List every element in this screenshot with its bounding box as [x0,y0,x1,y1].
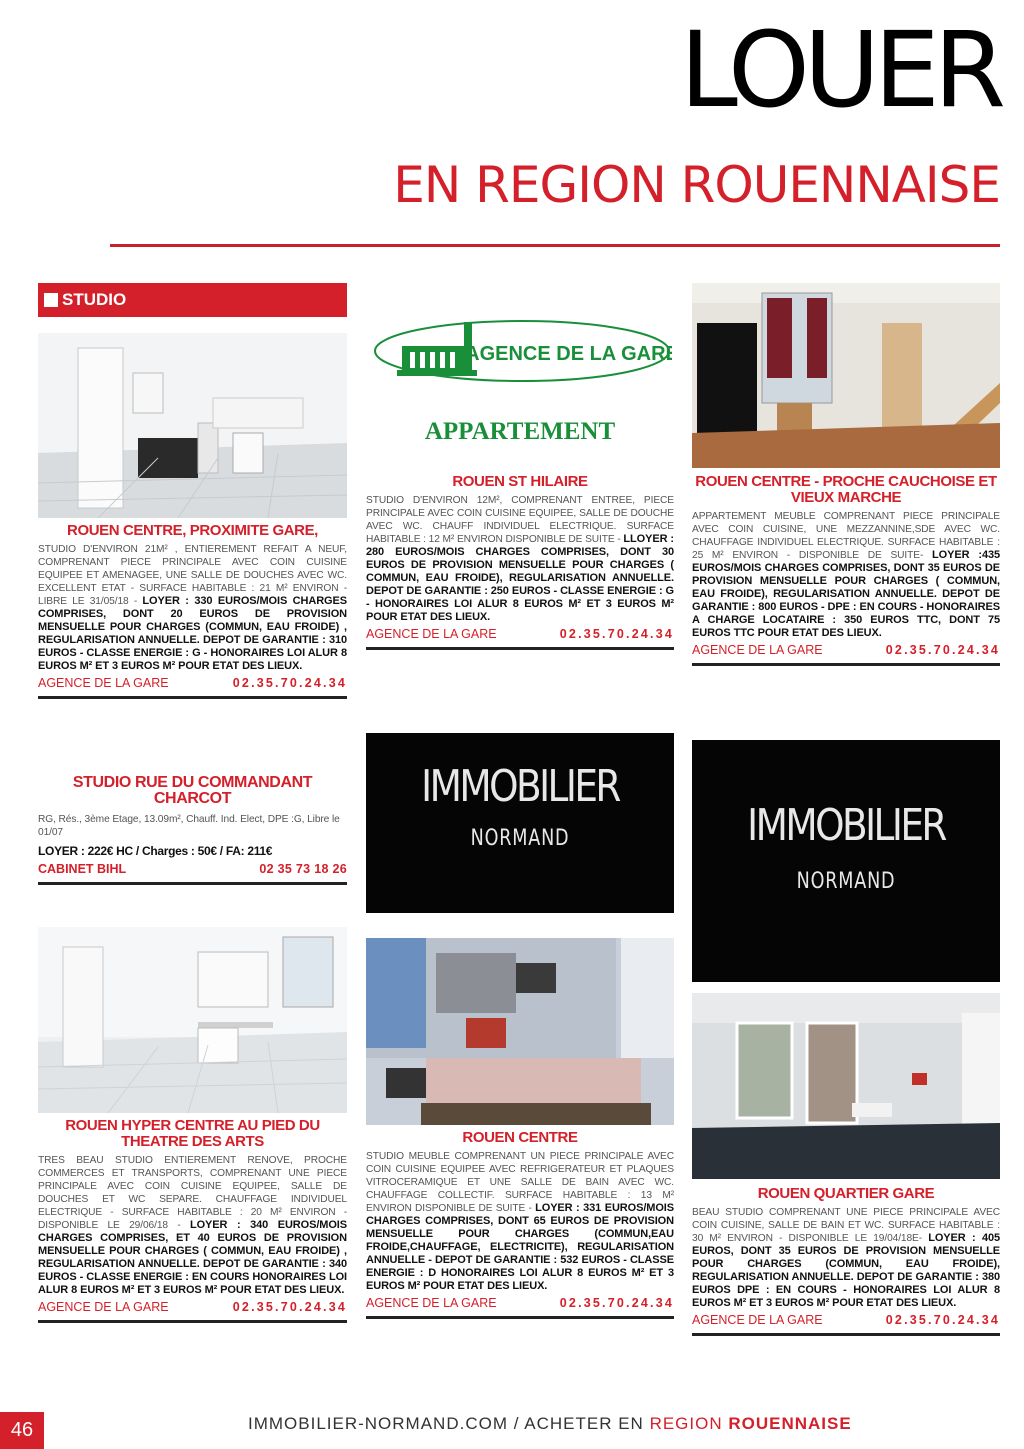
ad-logo-line2: NORMAND [470,826,570,851]
listing-details-inline: LLOYER : 280 EUROS/MOIS CHARGES COMPRISES, DONT 30 EUROS DE PROVISION MENSUELLE POUR CHARGES ( COMMUN, EAU FROIDE), REGULARISATION ANNUELLE. DEPOT DE GARANTIE : 250 EUROS - CLASSE ENERGIE : G - HONORAIRES LOI ALUR 8 EUROS M² ET 3 EUROS M² POUR ETAT DES LIEUX. [366,533,674,623]
listing-details-inline: LOYER : 331 EUROS/MOIS CHARGES COMPRISES, DONT 65 EUROS DE PROVISION MENSUELLE POUR CHARGES (COMMUN,EAU FROIDE,CHAUFFAGE, ELECTRICITE), REGULARISATION ANNUELLE - DEPOT DE GARANTIE : 532 EUROS - CLASSE ENERGIE : D HONORAIRES LOI ALUR 8 EUROS M² ET 3 EUROS M² POUR ETAT DES LIEUX. [366,1202,674,1292]
listing-desc-text: BEAU STUDIO COMPRENANT UNE PIECE PRINCIPALE AVEC COIN CUISINE, SALLE DE BAIN ET WC. SURFACE HABITABLE : 30 M² ENVIRON - DISPONIBLE LE 19/04/18E- [692,1207,1000,1244]
listing-photo-bedroom [366,938,674,1125]
ad-logo-line1: IMMOBILIER [421,761,619,812]
agency-row [366,627,674,641]
listing-title: ROUEN HYPER CENTRE AU PIED DU THEATRE DES ARTS [65,1117,320,1150]
agency-name: AGENCE DE LA GARE [692,643,823,657]
agency-phone: 02.35.70.24.34 [885,643,1000,657]
agency-name: CABINET BIHL [38,862,127,876]
footer-text1: ACHETER EN [524,1414,644,1433]
listing-description [692,510,1000,640]
footer-site: IMMOBILIER-NORMAND.COM / [248,1414,520,1433]
logo-agency-name: AGENCE DE LA GARE [465,343,672,365]
listing-card [366,474,674,650]
agency-phone: 02.35.70.24.34 [232,676,347,690]
listing-divider [692,1333,1000,1336]
agency-name: AGENCE DE LA GARE [38,1300,169,1314]
listing-title: ROUEN CENTRE [462,1129,578,1146]
agency-phone: 02.35.70.24.34 [232,1300,347,1314]
agency-phone: 02.35.70.24.34 [559,1296,674,1310]
immobilier-normand-ad [692,740,1000,982]
footer-text2: REGION [649,1414,723,1433]
footer-text [248,1414,852,1434]
page-subtitle: EN REGION ROUENNAISE [393,156,1000,214]
immobilier-normand-ad [366,733,674,913]
listing-card [692,474,1000,666]
listing-title: ROUEN CENTRE - PROCHE CAUCHOISE ET VIEUX MARCHE [695,473,997,506]
agency-phone: 02 35 73 18 26 [259,862,347,876]
agency-row [692,643,1000,657]
listing-description [366,1150,674,1293]
category-heading: APPARTEMENT [424,418,616,445]
page-title: LOUER [679,9,1000,131]
listing-title: STUDIO RUE DU COMMANDANT CHARCOT [72,774,313,807]
agency-name: AGENCE DE LA GARE [366,627,497,641]
agency-row [38,676,347,690]
agency-row [38,1300,347,1314]
listing-description [366,494,674,624]
agence-de-la-gare-logo [372,318,672,384]
agency-row [38,862,347,876]
page-number: 46 [0,1412,44,1449]
listing-title: ROUEN CENTRE, PROXIMITE GARE, [67,522,318,539]
listing-details-inline: LOYER : 330 EUROS/MOIS CHARGES COMPRISES, DONT 20 EUROS DE PROVISION MENSUELLE POUR CHARGES (COMMUN, EAU FROIDE) , REGULARISATION ANNUELLE. DEPOT DE GARANTIE : 310 EUROS - CLASSE ENERGIE : G - HONORAIRES LOI ALUR 8 EUROS M² ET 3 EUROS M² POUR ETAT DES LIEUX. [38,595,347,672]
listing-desc-text: STUDIO D'ENVIRON 12M², COMPRENANT ENTREE, PIECE PRINCIPALE AVEC COIN CUISINE EQUIPEE, SALLE DE DOUCHE AVEC WC. CHAUFF INDIVIDUEL ELECTRIQUE. SURFACE HABITABLE : 12 M² ENVIRON DISPONIBLE DE SUITE - [366,495,674,545]
listing-card [38,1118,347,1323]
header-divider [110,244,1000,247]
listing-divider [366,1316,674,1319]
ad-logo-line2: NORMAND [796,869,896,894]
listing-desc-text: TRES BEAU STUDIO ENTIEREMENT RENOVE, PROCHE COMMERCES ET TRANSPORTS, COMPRENANT UNE PIECE PRINCIPALE AVEC COIN CUISINE EQUIPEE, SALLE DE DOUCHES ET WC SEPARE. CHAUFFAGE INDIVIDUEL ELECTRIQUE - SURFACE HABITABLE : 20 M² ENVIRON - DISPONIBLE LE 29/06/18 - [38,1155,347,1231]
agency-phone: 02.35.70.24.34 [559,627,674,641]
listing-description [38,543,347,673]
listing-desc-text: STUDIO MEUBLE COMPRENANT UN PIECE PRINCIPALE AVEC COIN CUISINE EQUIPEE AVEC REFRIGERATEUR ET PLAQUES VITROCERAMIQUE ET UNE SALLE DE BAIN AVEC WC. CHAUFFAGE COLLECTIF. SURFACE HABITABLE : 13 M² ENVIRON DISPONIBLE DE SUITE - [366,1151,674,1214]
listing-photo-white-studio [38,927,347,1113]
listing-divider [38,1320,347,1323]
section-header-studio [38,283,347,317]
listing-card [692,1186,1000,1336]
listing-photo-furnished-room [692,283,1000,468]
square-icon [44,293,58,307]
agency-name: AGENCE DE LA GARE [38,676,169,690]
agency-name: AGENCE DE LA GARE [692,1313,823,1327]
footer-text3: ROUENNAISE [728,1414,852,1433]
listing-details: LOYER : 222€ HC / Charges : 50€ / FA: 211€ [38,844,273,858]
listing-details-inline: LOYER :435 EUROS/MOIS CHARGES COMPRISES, DONT 35 EUROS DE PROVISION MENSUELLE POUR CHARGES ( COMMUN, EAU FROIDE), REGULARISATION ANNUELLE. DEPOT DE GARANTIE : 800 EUROS - DPE : EN COURS - HONORAIRES A CHARGE LOCATAIRE : 350 EUROS TTC, DONT 75 EUROS TTC POUR ETAT DES LIEUX. [692,549,1001,639]
listing-title: ROUEN ST HILAIRE [452,473,588,490]
section-label: STUDIO [62,290,127,309]
listing-desc-text: STUDIO D'ENVIRON 21M² , ENTIEREMENT REFAIT A NEUF, COMPRENANT PIECE PRINCIPALE AVEC COIN CUISINE EQUIPEE ET AMENAGEE, UNE SALLE DE DOUCHES AVEC WC. EXCELLENT ETAT - SURFACE HABITABLE : 21 M² ENVIRON - LIBRE LE 31/05/18 - [38,544,347,607]
listing-divider [38,882,347,885]
listing-photo-kitchen-studio [38,333,347,518]
agency-name: AGENCE DE LA GARE [366,1296,497,1310]
listing-divider [38,696,347,699]
agency-phone: 02.35.70.24.34 [885,1313,1000,1327]
listing-title: ROUEN QUARTIER GARE [757,1185,935,1202]
listing-details-inline: LOYER : 340 EUROS/MOIS CHARGES COMPRISES, ET 40 EUROS DE PROVISION MENSUELLE POUR CHARGES ( COMMUN, EAU FROIDE) , REGULARISATION ANNUELLE. DEPOT DE GARANTIE : 340 EUROS - CLASSE ENERGIE : EN COURS HONORAIRES LOI ALUR 8 EUROS M² ET 3 EUROS M² POUR ETAT DES LIEUX. [38,1219,347,1296]
listing-description [38,1154,347,1297]
listing-description: RG, Rés., 3ème Etage, 13.09m², Chauff. Ind. Elect, DPE :G, Libre le 01/07 [38,814,340,838]
listing-description [692,1206,1000,1310]
listing-card [38,523,347,699]
listing-divider [366,647,674,650]
ad-logo-line1: IMMOBILIER [747,800,945,851]
listing-desc-text: APPARTEMENT MEUBLE COMPRENANT PIECE PRINCIPALE AVEC COIN CUISINE, UNE MEZZANNINE,SDE AVEC WC. CHAUFFAGE INDIVIDUEL ELECTRIQUE. SURFACE HABITABLE : 25 M² ENVIRON - DISPONIBLE DE SUITE- [692,511,1000,561]
listing-divider [692,663,1000,666]
listing-card [366,1130,674,1319]
listing-card [38,775,347,885]
agency-row [366,1296,674,1310]
listing-photo-empty-room [692,993,1000,1179]
listing-details-inline: LOYER : 405 EUROS, DONT 35 EUROS DE PROVISION MENSUELLE POUR CHARGES (COMMUN, EAU FROIDE), REGULARISATION ANNUELLE. DEPOT DE GARANTIE : 380 EUROS DPE : EN COURS - HONORAIRES LOI ALUR 8 EUROS M² ET 3 EUROS M² POUR ETAT DES LIEUX. [692,1232,1001,1309]
agency-row [692,1313,1000,1327]
